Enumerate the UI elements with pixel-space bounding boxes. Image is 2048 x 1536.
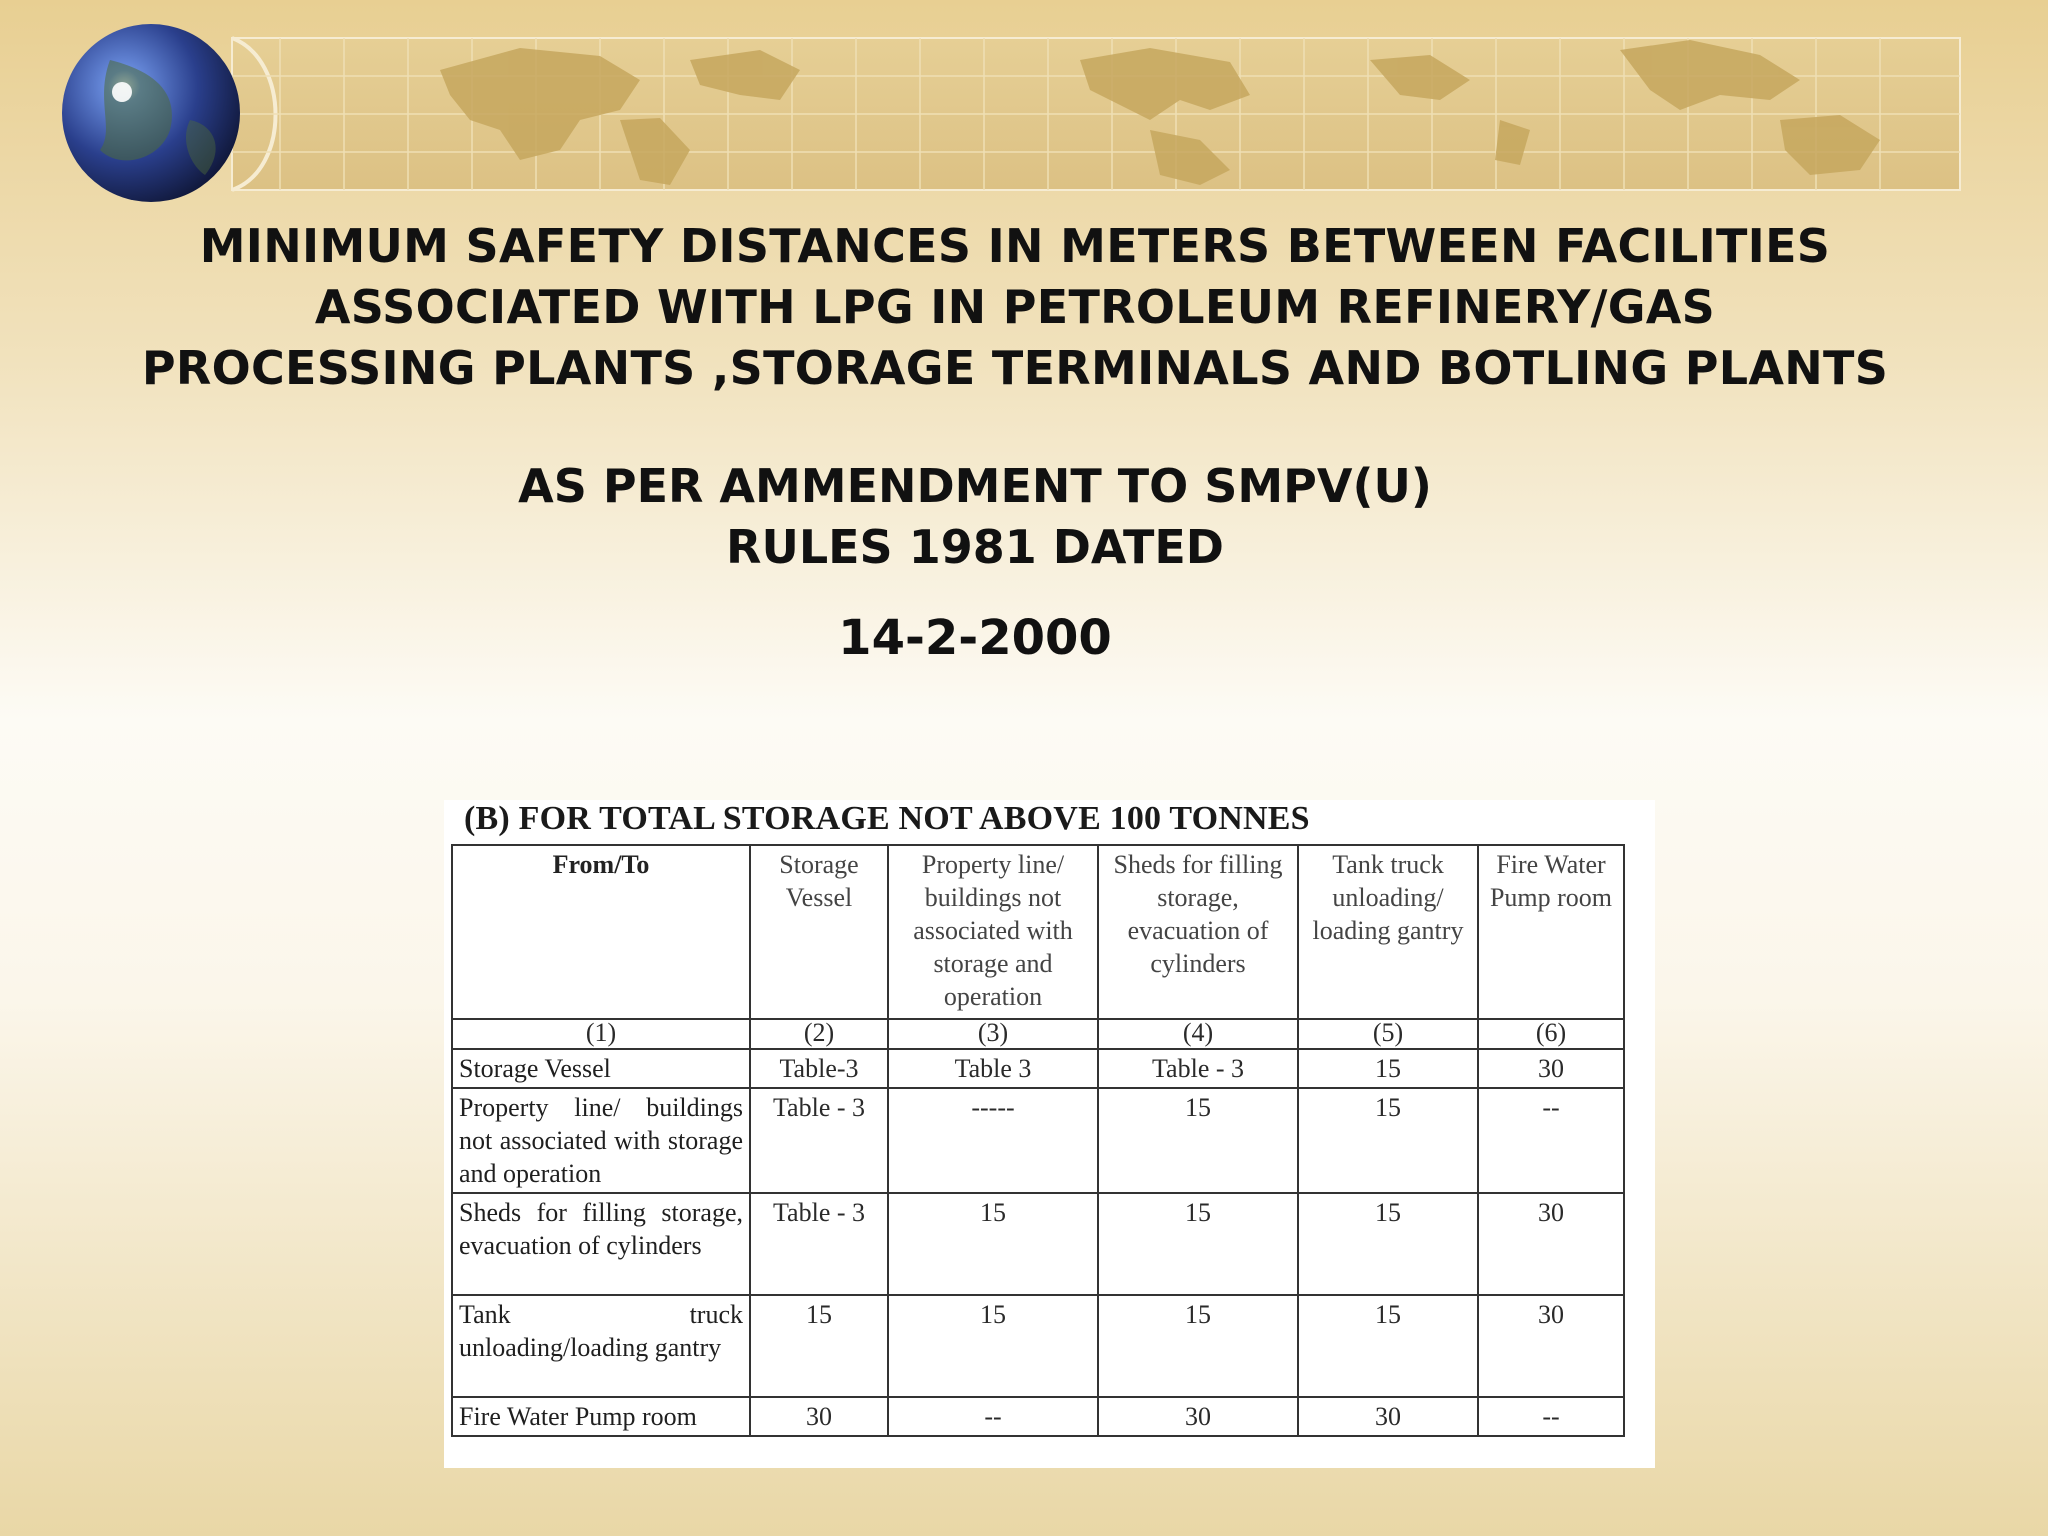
table-row [452,1295,1624,1397]
column-header: Property line/ buildings not associated with storage and operation [888,845,1098,1019]
column-index-row [452,1019,1624,1049]
title-line-3: PROCESSING PLANTS ,STORAGE TERMINALS AND BOTLING PLANTS [141,341,1889,395]
row-label: Storage Vessel [452,1049,750,1088]
table-cell: 15 [1298,1049,1478,1088]
table-cell: 30 [1298,1397,1478,1436]
table-cell: 15 [888,1193,1098,1295]
table-row [452,1088,1624,1193]
column-header: Storage Vessel [750,845,888,1019]
column-index: (6) [1478,1019,1624,1049]
column-index: (1) [452,1019,750,1049]
globe-icon [62,24,240,202]
table-cell: Table-3 [750,1049,888,1088]
table-cell: 15 [888,1295,1098,1397]
map-strip [232,38,1960,190]
table-header-row [452,845,1624,1019]
column-index: (4) [1098,1019,1298,1049]
column-header: Sheds for filling storage, evacuation of cylinders [1098,845,1298,1019]
table-cell: Table - 3 [750,1193,888,1295]
table-cell: Table - 3 [750,1088,888,1193]
table-cell: -- [1478,1088,1624,1193]
column-header: From/To [452,845,750,1019]
table-cell: 30 [1478,1193,1624,1295]
table-cell: 30 [750,1397,888,1436]
row-label: Property line/ buildings not associated with storage and operation [452,1088,750,1193]
subtitle-line-2: RULES 1981 DATED [726,520,1224,574]
title-line-2: ASSOCIATED WITH LPG IN PETROLEUM REFINERY/GAS [314,280,1716,334]
table-cell: 15 [1098,1295,1298,1397]
row-label: Sheds for filling storage, evacuation of cylinders [452,1193,750,1295]
subtitle-line-1: AS PER AMMENDMENT TO SMPV(U) [518,459,1432,513]
column-index: (3) [888,1019,1098,1049]
table-cell: 15 [1298,1193,1478,1295]
subtitle-date: 14-2-2000 [838,610,1112,666]
table-cell: -- [888,1397,1098,1436]
table-row [452,1049,1624,1088]
scanned-table-image [444,800,1655,1468]
column-header: Fire Water Pump room [1478,845,1624,1019]
table-caption: (B) FOR TOTAL STORAGE NOT ABOVE 100 TONNES [464,800,1310,837]
column-header: Tank truck unloading/ loading gantry [1298,845,1478,1019]
table-cell: 30 [1478,1295,1624,1397]
table-row [452,1397,1624,1436]
table-cell: 15 [1298,1088,1478,1193]
table-cell: ----- [888,1088,1098,1193]
table-cell: -- [1478,1397,1624,1436]
safety-distance-table [451,844,1625,1437]
table-cell: 15 [1298,1295,1478,1397]
table-cell: 15 [1098,1088,1298,1193]
page-subtitle [370,456,1580,578]
table-cell: 30 [1478,1049,1624,1088]
row-label: Fire Water Pump room [452,1397,750,1436]
row-label: Tank truck unloading/loading gantry [452,1295,750,1397]
table-cell: 15 [1098,1193,1298,1295]
column-index: (5) [1298,1019,1478,1049]
page-title [80,216,1950,399]
table-row [452,1193,1624,1295]
title-line-1: MINIMUM SAFETY DISTANCES IN METERS BETWEEN FACILITIES [199,219,1831,273]
table-cell: 30 [1098,1397,1298,1436]
world-map-banner [0,0,2048,210]
table-cell: 15 [750,1295,888,1397]
table-cell: Table 3 [888,1049,1098,1088]
column-index: (2) [750,1019,888,1049]
table-cell: Table - 3 [1098,1049,1298,1088]
